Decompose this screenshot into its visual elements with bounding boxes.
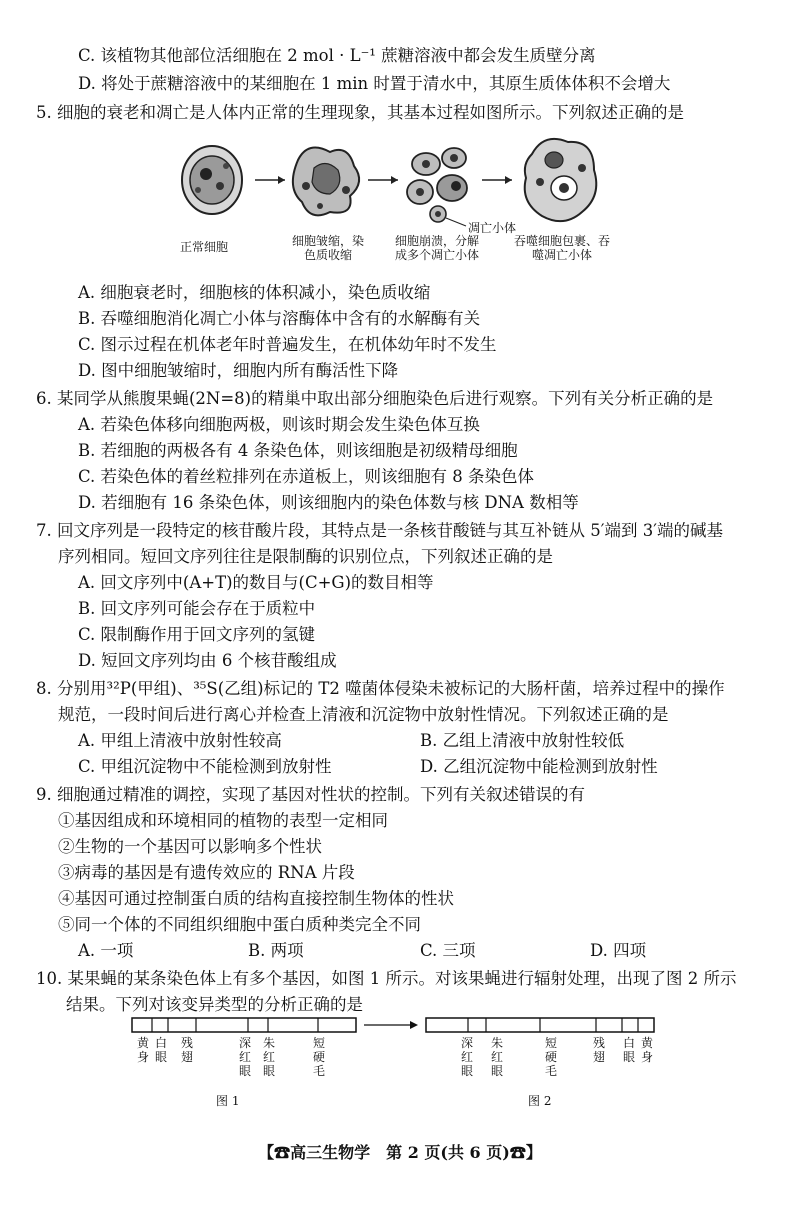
label-normal-cell: 正常细胞 [180,240,229,254]
q8-stem-continued: 规范，一段时间后进行离心并检查上清液和沉淀物中放射性情况。下列叙述正确的是 [58,705,669,724]
q9-option-c: C. 三项 [420,941,476,960]
label-shrinking-cell: 细胞皱缩，染色质收缩 [291,234,364,262]
q9-statement-2: ②生物的一个基因可以影响多个性状 [58,837,322,856]
q5-stem: 5. 细胞的衰老和凋亡是人体内正常的生理现象，其基本过程如图所示。下列叙述正确的是 [36,103,684,122]
q8-stem: 8. 分别用³²P(甲组)、³⁵S(乙组)标记的 T2 噬菌体侵染未被标记的大肠杆菌，培养过程中的操作 [36,679,725,698]
q6-option-b: B. 若细胞的两极各有 4 条染色体，则该细胞是初级精母细胞 [78,441,518,460]
fig2-caption: 图 2 [528,1094,552,1108]
fig2-gene-dark-red-eye: 深红眼 [460,1036,473,1078]
q8-option-a: A. 甲组上清液中放射性较高 [78,731,282,750]
fig1-caption: 图 1 [216,1094,240,1108]
fig1-gene-short-bristle: 短硬毛 [312,1036,325,1078]
apoptotic-bodies-image [407,148,467,222]
q7-stem-continued: 序列相同。短回文序列往往是限制酶的识别位点，下列叙述正确的是 [58,547,553,566]
q9-statement-5: ⑤同一个体的不同组织细胞中蛋白质种类完全不同 [58,915,421,934]
q10-stem-continued: 结果。下列对该变异类型的分析正确的是 [66,995,363,1014]
q5-option-c: C. 图示过程在机体老年时普遍发生，在机体幼年时不发生 [78,335,497,354]
fig1-gene-dark-red-eye: 深红眼 [238,1036,251,1078]
q7-option-d: D. 短回文序列均由 6 个核苷酸组成 [78,651,337,670]
q7-option-c: C. 限制酶作用于回文序列的氢键 [78,625,316,644]
apoptotic-body-callout: 凋亡小体 [468,221,517,235]
q4-option-c: C. 该植物其他部位活细胞在 2 mol · L⁻¹ 蔗糖溶液中都会发生质壁分离 [78,46,596,65]
chromosome-fig1 [132,1018,356,1032]
fig1-gene-white-eye: 白眼 [154,1036,167,1064]
q10-figure [0,1010,800,1110]
fig1-gene-yellow-body: 黄身 [136,1036,149,1064]
q5-figure [170,130,650,260]
q8-option-d: D. 乙组沉淀物中能检测到放射性 [420,757,658,776]
q9-statement-3: ③病毒的基因是有遗传效应的 RNA 片段 [58,863,355,882]
q6-stem: 6. 某同学从熊腹果蝇(2N=8)的精巢中取出部分细胞染色后进行观察。下列有关分析正确的是 [36,389,714,408]
q9-stem: 9. 细胞通过精准的调控，实现了基因对性状的控制。下列有关叙述错误的有 [36,785,585,804]
fig2-gene-vestigial-wing: 残翅 [592,1036,605,1064]
q6-option-a: A. 若染色体移向细胞两极，则该时期会发生染色体互换 [78,415,480,434]
page-footer: 【☎高三生物学 第 2 页(共 6 页)☎】 [258,1143,542,1162]
q6-option-c: C. 若染色体的着丝粒排列在赤道板上，则该细胞有 8 条染色体 [78,467,535,486]
fig2-gene-short-bristle: 短硬毛 [544,1036,557,1078]
normal-cell-image [182,146,242,214]
fig1-gene-vestigial-wing: 残翅 [180,1036,193,1064]
fig2-gene-white-eye: 白眼 [622,1036,635,1064]
q8-option-c: C. 甲组沉淀物中不能检测到放射性 [78,757,332,776]
q7-stem: 7. 回文序列是一段特定的核苷酸片段，其特点是一条核苷酸链与其互补链从 5′端到 3′端的碱基 [36,521,723,540]
q5-option-d: D. 图中细胞皱缩时，细胞内所有酶活性下降 [78,361,399,380]
fig2-gene-yellow-body: 黄身 [640,1036,653,1064]
q5-option-a: A. 细胞衰老时，细胞核的体积减小，染色质收缩 [78,283,431,302]
phagocyte-image [525,139,597,221]
q9-option-b: B. 两项 [248,941,304,960]
q6-option-d: D. 若细胞有 16 条染色体，则该细胞内的染色体数与核 DNA 数相等 [78,493,579,512]
label-apoptotic-bodies: 细胞崩溃，分解成多个凋亡小体 [394,234,479,262]
q7-option-b: B. 回文序列可能会存在于质粒中 [78,599,316,618]
fig2-gene-cinnabar-eye: 朱红眼 [490,1036,503,1078]
q4-option-d: D. 将处于蔗糖溶液中的某细胞在 1 min 时置于清水中，其原生质体体积不会增大 [78,74,671,93]
q8-option-b: B. 乙组上清液中放射性较低 [420,731,625,750]
fig1-gene-cinnabar-eye: 朱红眼 [262,1036,275,1078]
q9-option-d: D. 四项 [590,941,647,960]
q7-option-a: A. 回文序列中(A+T)的数目与(C+G)的数目相等 [78,573,434,592]
q9-option-a: A. 一项 [78,941,134,960]
q5-option-b: B. 吞噬细胞消化凋亡小体与溶酶体中含有的水解酶有关 [78,309,481,328]
q9-statement-1: ①基因组成和环境相同的植物的表型一定相同 [58,811,388,830]
shrinking-cell-image [293,148,359,216]
q10-stem: 10. 某果蝇的某条染色体上有多个基因，如图 1 所示。对该果蝇进行辐射处理，出现了图 2 所示 [36,969,737,988]
label-phagocyte: 吞噬细胞包裹、吞噬凋亡小体 [514,234,611,262]
q9-statement-4: ④基因可通过控制蛋白质的结构直接控制生物体的性状 [58,889,454,908]
